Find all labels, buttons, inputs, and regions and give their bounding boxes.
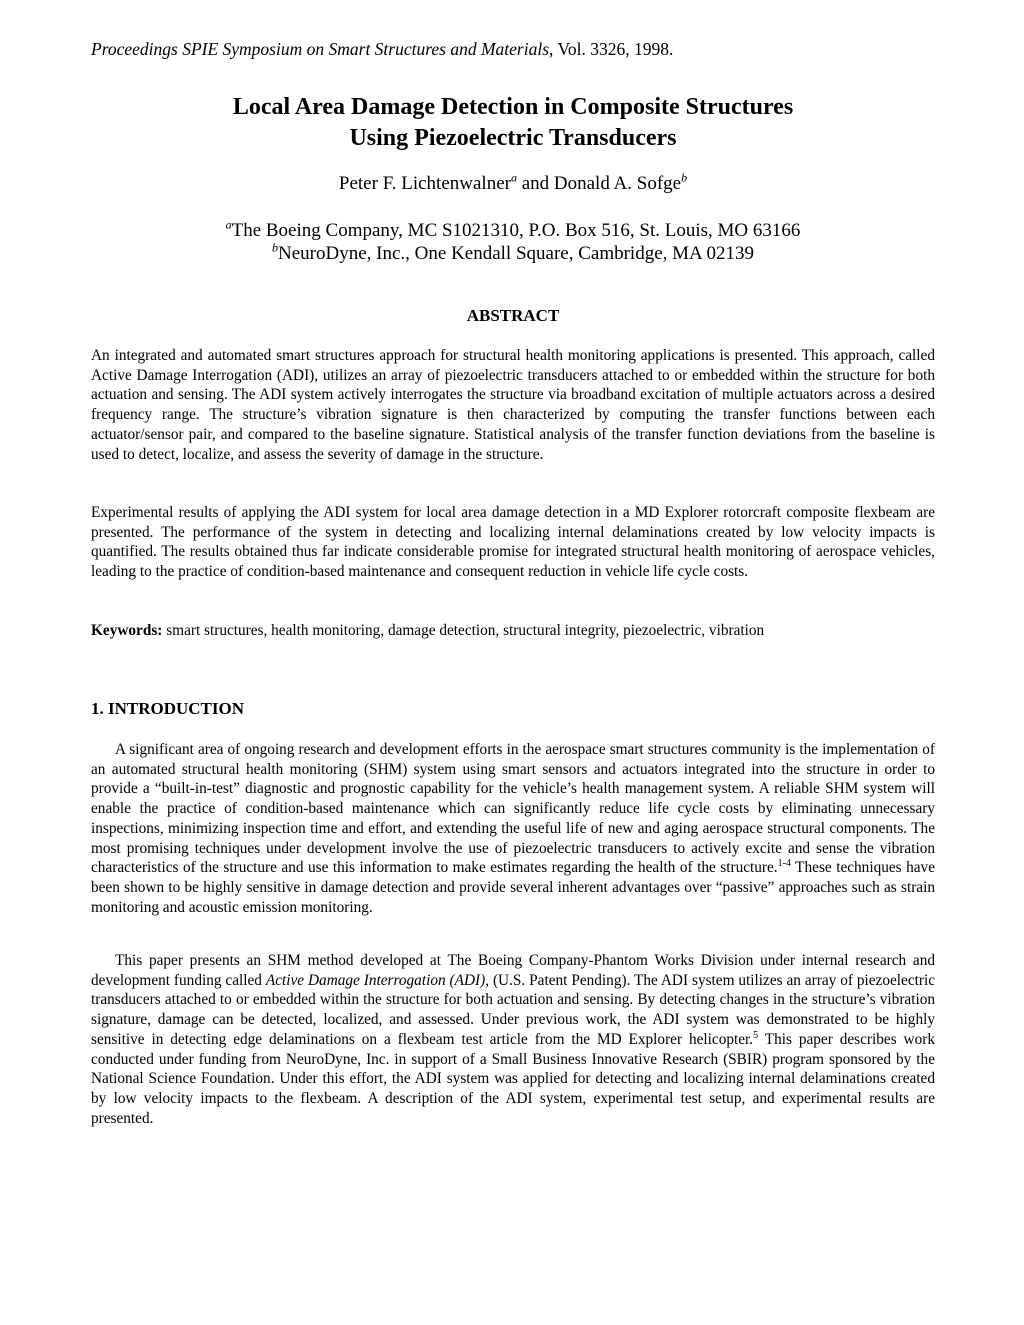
author-2-affiliation-mark: b: [681, 170, 688, 185]
keywords-text: smart structures, health monitoring, damage detection, structural integrity, piezoelectric, vibration: [162, 622, 765, 639]
intro-p2-citation: 5: [753, 1029, 759, 1041]
introduction-paragraph-2: [91, 951, 935, 1128]
affiliation-1: [91, 219, 935, 242]
intro-p1-citation: 1-4: [777, 858, 791, 870]
intro-p2-text-b: , (U.S. Patent Pending). The ADI system utilizes an array of piezoelectric transducers attached to or embedded within the structure for both actuation and sensing. By detecting changes in the structure’s vibration signature, damage can be detected, localized, and assessed. Under previous work, the ADI system was demonstrated to be highly sensitive in detecting edge delaminations on a flexbeam test article from the MD Explorer helicopter.: [91, 971, 935, 1048]
author-list: [91, 172, 935, 196]
proceedings-name: Proceedings SPIE Symposium on Smart Structures and Materials: [91, 39, 550, 59]
volume-info: , Vol. 3326, 1998.: [549, 39, 674, 59]
intro-p1-tail: These techniques have been shown to be highly sensitive in damage detection and provide several inherent advantages over “passive” approaches such as strain monitoring and acoustic emission monitoring.: [91, 859, 935, 916]
paper-title: [91, 92, 935, 154]
intro-p2-italic-term: Active Damage Interrogation (ADI): [265, 971, 486, 989]
keywords: [91, 621, 935, 641]
introduction-paragraph-1: [91, 740, 935, 917]
intro-p2-text-a: This paper presents an SHM method developed at The Boeing Company-Phantom Works Division under internal research and development funding called: [91, 952, 935, 989]
intro-p2-text-c: This paper describes work conducted under funding from NeuroDyne, Inc. in support of a Small Business Innovative Research (SBIR) program sponsored by the National Science Foundation. Under this effort, the ADI system was applied for detecting and localizing internal delaminations created by low velocity impacts to the flexbeam. A description of the ADI system, experimental test setup, and experimental results are presented.: [91, 1030, 935, 1127]
affiliations: [91, 219, 935, 265]
author-2: Donald A. Sofge: [553, 173, 682, 194]
affiliation-2-mark: b: [272, 240, 279, 255]
intro-p1-text: A significant area of ongoing research and development efforts in the aerospace smart structures community is the implementation of an automated structural health monitoring (SHM) system using smart sensors and actuators integrated into the structure in order to provide a “built-in-test” diagnostic and prognostic capability for the vehicle’s health management system. A reliable SHM system will enable the practice of condition-based maintenance which can significantly reduce life cycle costs by eliminating unnecessary inspections, minimizing inspection time and effort, and extending the useful life of new and aging aerospace structural components. The most promising techniques under development involve the use of piezoelectric transducers to actively excite and sense the vibration characteristics of the structure and use this information to make estimates regarding the health of the structure.: [91, 741, 935, 877]
affiliation-1-text: The Boeing Company, MC S1021310, P.O. Box 516, St. Louis, MO 63166: [231, 220, 801, 241]
abstract-paragraph-1: An integrated and automated smart structures approach for structural health monitoring applications is presented. This approach, called Active Damage Interrogation (ADI), utilizes an array of piezoelectric transducers attached to or embedded within the structure for both actuation and sensing. The ADI system actively interrogates the structure via broadband excitation of multiple actuators across a desired frequency range. The structure’s vibration signature is then characterized by computing the transfer functions between each actuator/sensor pair, and compared to the baseline signature. Statistical analysis of the transfer function deviations from the baseline is used to detect, localize, and assess the severity of damage in the structure.: [91, 347, 935, 463]
title-line-2: Using Piezoelectric Transducers: [349, 125, 677, 151]
affiliation-2: [91, 242, 935, 265]
proceedings-header: [91, 38, 935, 60]
author-conjunction: and: [516, 173, 554, 194]
author-1: Peter F. Lichtenwalner: [338, 173, 511, 194]
title-line-1: Local Area Damage Detection in Composite Structures: [232, 94, 794, 120]
abstract-paragraph-2: Experimental results of applying the ADI system for local area damage detection in a MD Explorer rotorcraft composite flexbeam are presented. The performance of the system in detecting and localizing internal delaminations created by low velocity impacts is quantified. The results obtained thus far indicate considerable promise for integrated structural health monitoring of aerospace vehicles, leading to the practice of condition-based maintenance and consequent reduction in vehicle life cycle costs.: [91, 504, 935, 581]
section-heading-introduction: 1. INTRODUCTION: [91, 699, 245, 718]
affiliation-1-mark: a: [225, 217, 232, 232]
keywords-label: Keywords:: [91, 622, 163, 639]
abstract-heading: ABSTRACT: [466, 306, 560, 325]
author-1-affiliation-mark: a: [510, 170, 517, 185]
affiliation-2-text: NeuroDyne, Inc., One Kendall Square, Cambridge, MA 02139: [278, 243, 754, 264]
